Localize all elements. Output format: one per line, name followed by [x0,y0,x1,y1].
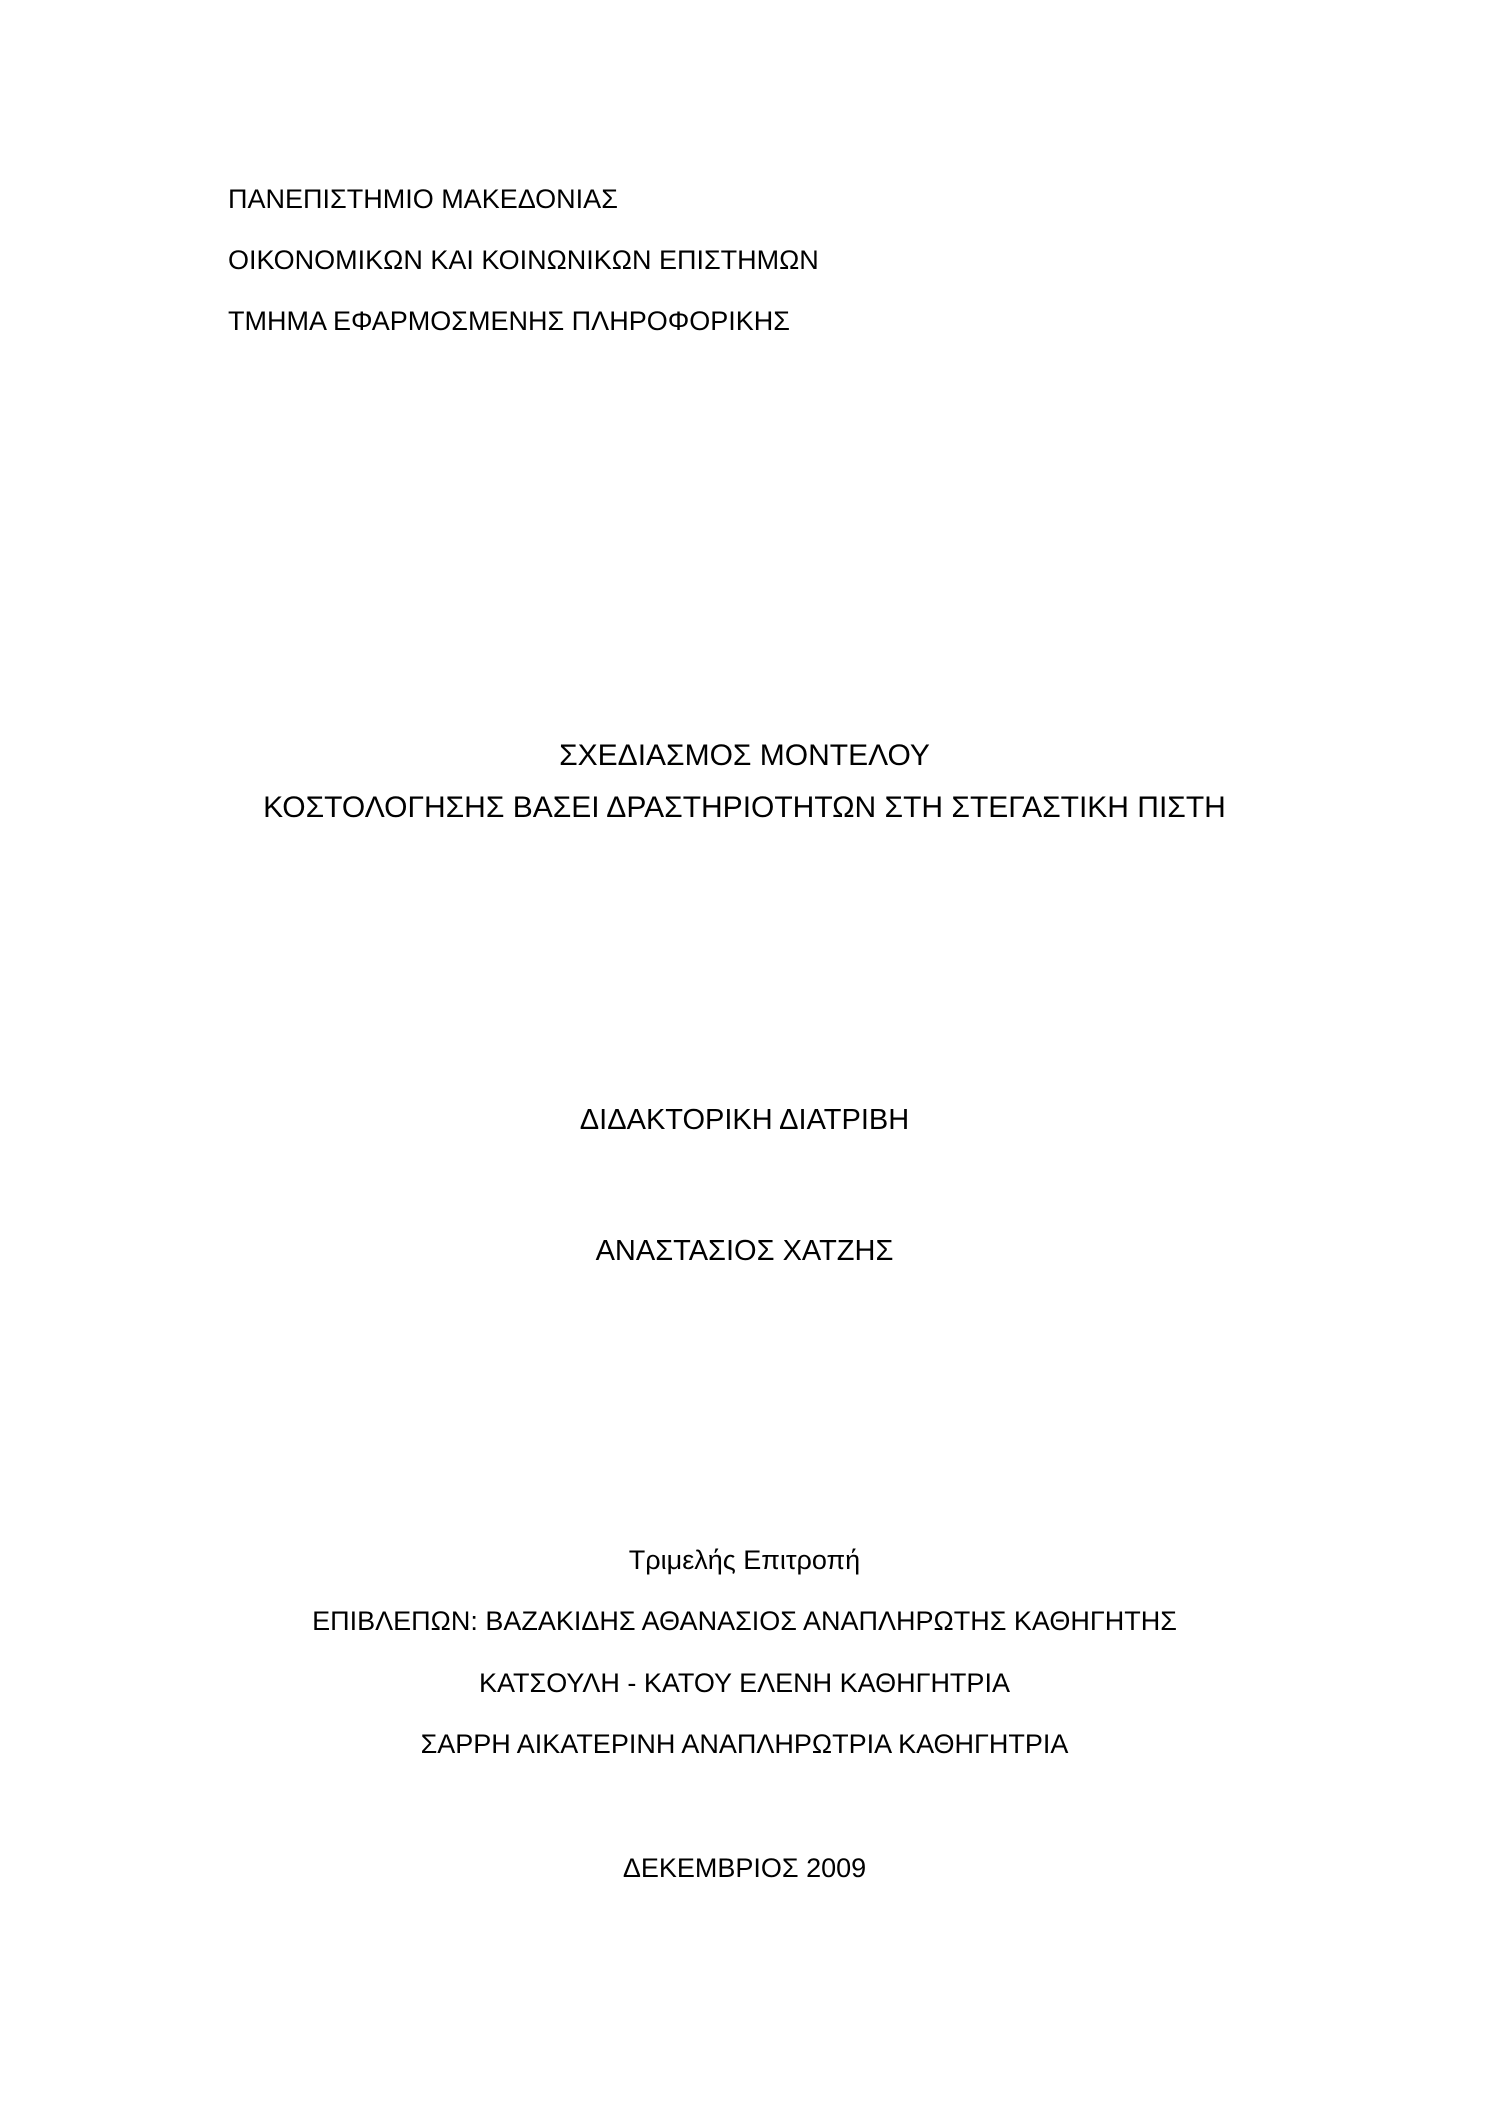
committee-member-1: ΚΑΤΣΟΥΛΗ - ΚΑΤΟΥ ΕΛΕΝΗ ΚΑΘΗΓΗΤΡΙΑ [479,1668,1010,1698]
thesis-title-line-2: ΚΟΣΤΟΛΟΓΗΣΗΣ ΒΑΣΕΙ ΔΡΑΣΤΗΡΙΟΤΗΤΩΝ ΣΤΗ ΣΤΕΓΑΣΤΙΚΗ ΠΙΣΤΗ [263,791,1226,824]
school-name: ΟΙΚΟΝΟΜΙΚΩΝ ΚΑΙ ΚΟΙΝΩΝΙΚΩΝ ΕΠΙΣΤΗΜΩΝ [228,245,819,275]
submission-date: ΔΕΚΕΜΒΡΙΟΣ 2009 [622,1853,867,1883]
document-type: ΔΙΔΑΚΤΟΡΙΚΗ ΔΙΑΤΡΙΒΗ [579,1104,910,1136]
committee-heading: Τριμελής Επιτροπή [628,1545,861,1575]
committee-member-2: ΣΑΡΡΗ ΑΙΚΑΤΕΡΙΝΗ ΑΝΑΠΛΗΡΩΤΡΙΑ ΚΑΘΗΓΗΤΡΙΑ [420,1729,1069,1759]
committee-supervisor: ΕΠΙΒΛΕΠΩΝ: ΒΑΖΑΚΙΔΗΣ ΑΘΑΝΑΣΙΟΣ ΑΝΑΠΛΗΡΩΤΗΣ ΚΑΘΗΓΗΤΗΣ [312,1606,1177,1636]
department-name: ΤΜΗΜΑ ΕΦΑΡΜΟΣΜΕΝΗΣ ΠΛΗΡΟΦΟΡΙΚΗΣ [228,306,790,336]
university-name: ΠΑΝΕΠΙΣΤΗΜΙΟ ΜΑΚΕΔΟΝΙΑΣ [228,184,618,214]
thesis-title-line-1: ΣΧΕΔΙΑΣΜΟΣ ΜΟΝΤΕΛΟΥ [559,739,930,772]
author-name: ΑΝΑΣΤΑΣΙΟΣ ΧΑΤΖΗΣ [595,1235,894,1267]
